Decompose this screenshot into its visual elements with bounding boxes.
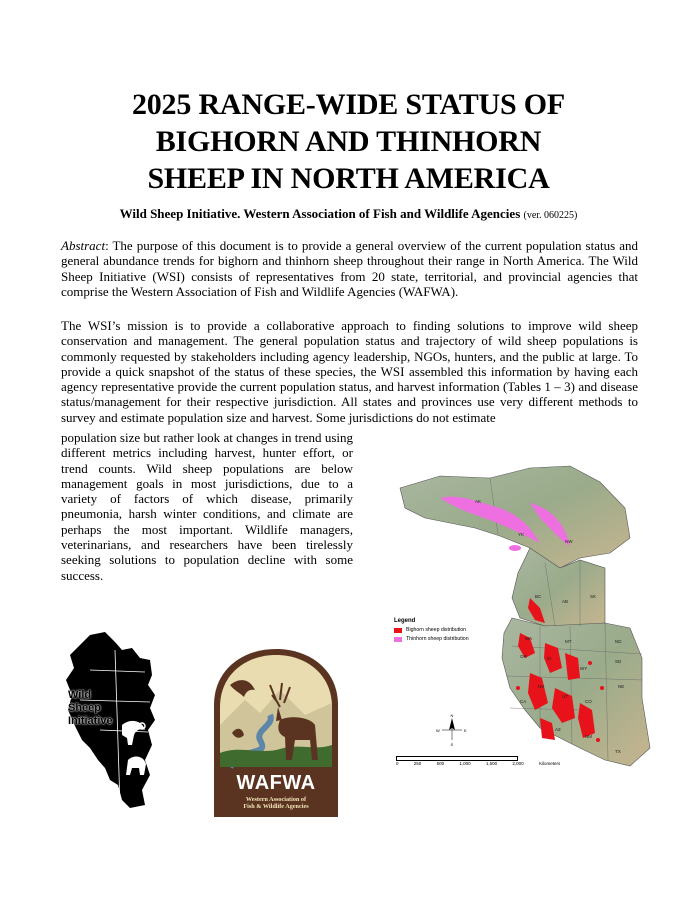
scale-label: 1,500 — [485, 761, 498, 766]
wafwa-sub-line: Fish & Wildlife Agencies — [243, 803, 309, 811]
compass-n: N — [450, 713, 454, 718]
map-label-nm: NM — [585, 734, 592, 739]
wsi-logo-line: Wild — [68, 689, 92, 701]
abstract-label: Abstract — [61, 238, 106, 253]
scale-unit: Kilometers — [538, 761, 561, 766]
map-scale-bar — [396, 756, 561, 768]
wafwa-logo-name: WAFWA — [236, 772, 316, 794]
wsi-logo-text — [68, 689, 113, 728]
legend-item-bighorn — [394, 627, 514, 633]
map-label-nw: NW — [565, 539, 573, 544]
wsi-logo-line: Initiative — [68, 715, 113, 727]
scale-label: 0 — [396, 761, 399, 766]
mission-paragraph-column: population size but rather look at changes in trend using different metrics including harvest, hunter effort, or trend counts. Wild sheep populations are below management goals in most jurisdictions, due to a variety of factors of which disease, primarily pneumonia, harsh winter conditions, and climate are perhaps the most important. Wildlife managers, veterinarians, and researchers have been tirelessly seeking solutions to population decline with some success. — [61, 430, 353, 583]
thinhorn-swatch — [394, 637, 402, 642]
map-label-or: OR — [520, 654, 527, 659]
legend-label-thinhorn: Thinhorn sheep distribution — [406, 636, 469, 642]
map-label-mt: MT — [565, 639, 572, 644]
compass-w: W — [436, 728, 440, 733]
map-label-co: CO — [585, 699, 592, 704]
title-line-3: SHEEP IN NORTH AMERICA — [147, 162, 550, 195]
map-label-ab: AB — [562, 599, 569, 604]
map-label-wy: WY — [580, 666, 588, 671]
map-label-az: AZ — [555, 727, 561, 732]
map-label-ak: AK — [475, 499, 482, 504]
legend-title: Legend — [394, 618, 416, 624]
map-label-tx: TX — [615, 749, 621, 754]
map-label-bc: BC — [535, 594, 542, 599]
subtitle-org: Wild Sheep Initiative. Western Association of Fish and Wildlife Agencies — [119, 206, 521, 221]
map-label-nd: ND — [615, 639, 622, 644]
title-line-1: 2025 RANGE-WIDE STATUS OF — [131, 88, 566, 121]
wafwa-sub-line: Western Association of — [245, 796, 307, 803]
bighorn-swatch — [394, 628, 402, 633]
map-label-ca: CA — [520, 699, 527, 704]
map-label-wa: WA — [525, 636, 533, 641]
map-label-sk: SK — [590, 594, 597, 599]
compass-s: S — [450, 742, 454, 747]
legend-item-thinhorn — [394, 636, 514, 642]
map-label-yk: YK — [518, 532, 525, 537]
document-title — [60, 86, 637, 197]
map-label-sd: SD — [615, 659, 622, 664]
compass-rose — [436, 713, 467, 747]
map-label-id: ID — [547, 656, 552, 661]
title-line-2: BIGHORN AND THINHORN — [155, 125, 542, 158]
abstract-paragraph — [61, 238, 638, 299]
compass-e: E — [464, 728, 467, 733]
map-legend — [394, 618, 514, 645]
scale-labels — [396, 761, 574, 766]
document-subtitle — [40, 206, 657, 222]
scale-label: 250 — [413, 761, 422, 766]
scale-label: 2,000 — [512, 761, 524, 766]
wafwa-logo-subtitle — [210, 796, 342, 811]
scale-label: 500 — [436, 761, 445, 766]
map-label-ne: NE — [618, 684, 625, 689]
legend-label-bighorn: Bighorn sheep distribution — [406, 627, 466, 633]
wsi-logo-line: Sheep — [68, 702, 102, 714]
scale-label: 1,000 — [459, 761, 471, 766]
version-label: (ver. 060225) — [523, 210, 578, 221]
sheep-distribution-map — [380, 448, 672, 778]
abstract-text: : The purpose of this document is to provide a general overview of the current population status and general abundance trends for bighorn and thinhorn sheep throughout their range in North America. The Wild Sheep Initiative (WSI) consists of representatives from 20 state, territorial, and provincial agencies that comprise the Western Association of Fish and Wildlife Agencies (WAFWA). — [61, 238, 638, 299]
map-label-ut: UT — [562, 694, 568, 699]
map-label-nv: NV — [538, 684, 545, 689]
mission-paragraph: The WSI’s mission is to provide a collaborative approach to finding solutions to improve wild sheep conservation and management. The general population status and trajectory of wild sheep populations is commonly requested by stakeholders including agency leadership, NGOs, hunters, and the public at large. To provide a quick snapshot of the status of these species, the WSI assembled this information by having each agency representative provide the current population status, and harvest information (Tables 1 – 3) and disease status/management for their respective jurisdiction. All states and provinces use very different methods to survey and estimate population size and harvest. Some jurisdictions do not estimate — [61, 318, 638, 425]
